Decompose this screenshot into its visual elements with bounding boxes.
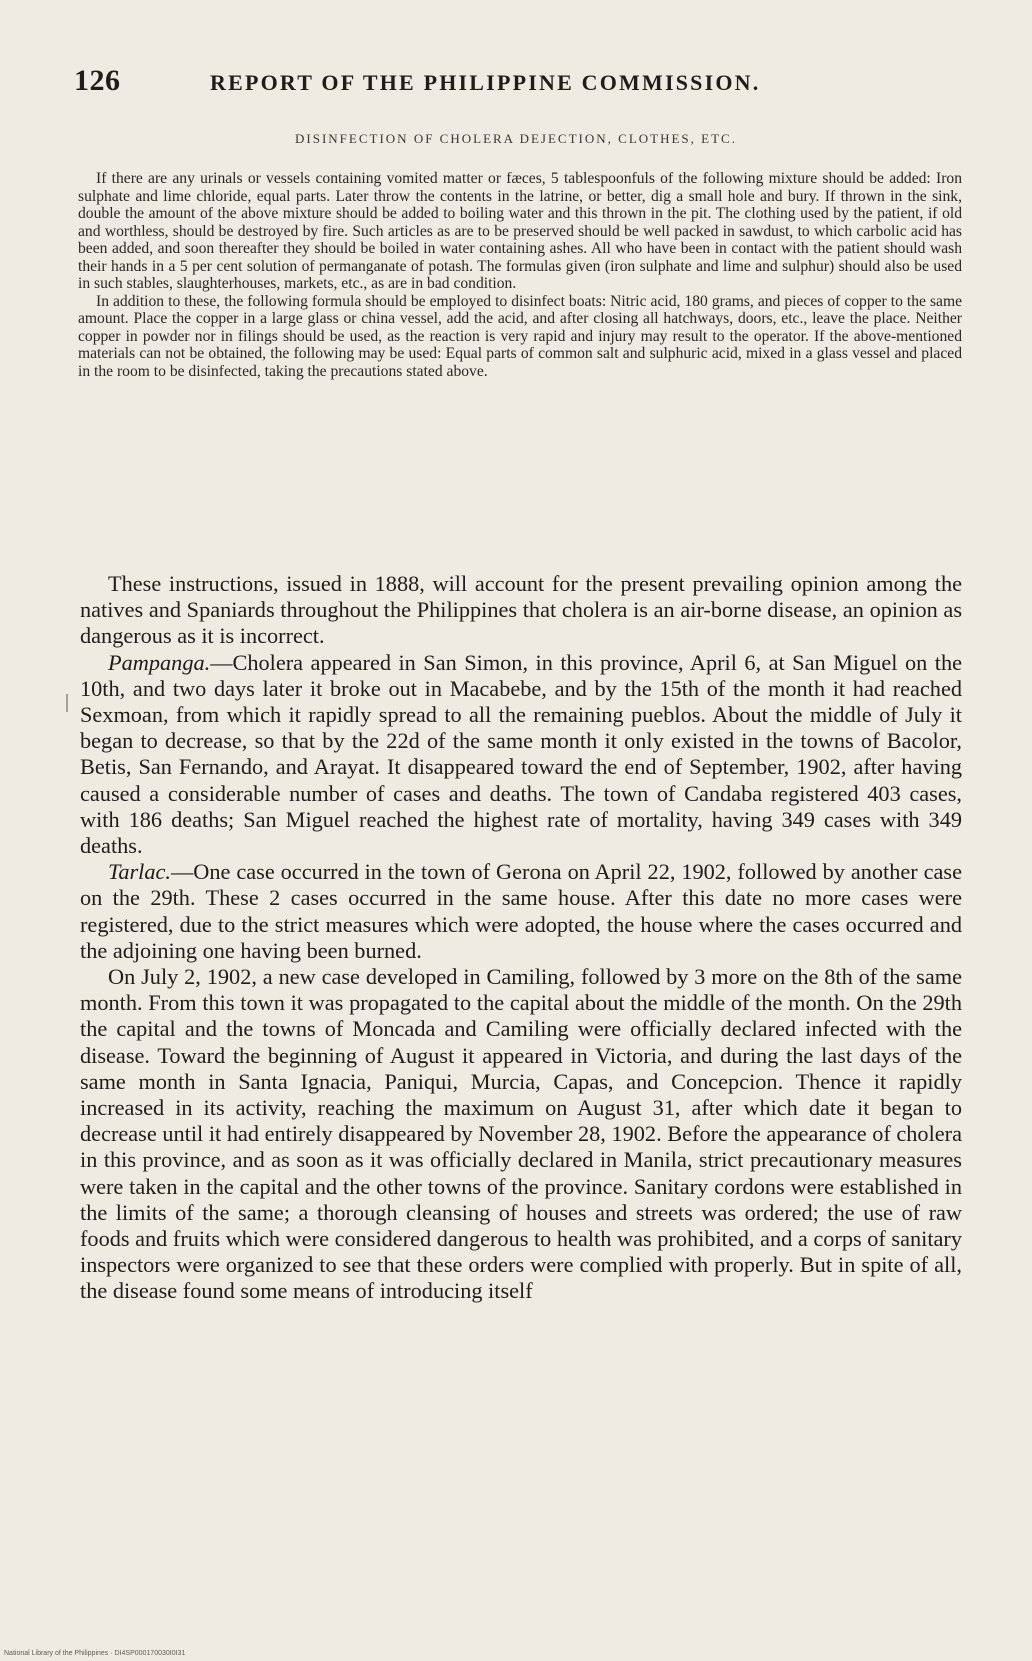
disinfection-instructions [78,170,962,380]
province-heading-tarlac: Tarlac. [108,859,171,885]
paragraph-instructions-opinion: These instructions, issued in 1888, will account for the present prevailing opinion among the natives and Spaniards throughout the Philippines that cholera is an air-borne disease, an opinion as dangerous as it is incorrect. [80,571,962,649]
small-paragraph: If there are any urinals or vessels containing vomited matter or fæces, 5 tablespoonfuls of the following mixture should be added: Iron sulphate and lime chloride, equal parts. Later throw the contents in the latrine, or better, dig a small hole and bury. If thrown in the sink, double the amount of the above mixture should be added to boiling water and this thrown in the pit. The clothing used by the patient, if old and worthless, should be destroyed by fire. Such articles as are to be preserved should be well packed in sawdust, to which carbolic acid has been added, and soon thereafter they should be boiled in water containing ashes. All who have been in contact with the patient should wash their hands in a 5 per cent solution of permanganate of potash. The formulas given (iron sulphate and lime and sulphur) should also be used in such stables, slaughterhouses, markets, etc., as are in bad condition. [78,170,962,292]
scan-footer: National Library of the Philippines · DI4SP000170030I0I31 [4,1650,186,1657]
paragraph-body: —One case occurred in the town of Gerona on April 22, 1902, followed by another case on the 29th. These 2 cases occurred in the same house. After this date no more cases were registered, due to the strict measures which were adopted, the house where the cases occurred and the adjoining one having been burned. [80,859,962,963]
paragraph-body: —Cholera appeared in San Simon, in this province, April 6, at San Miguel on the 10th, and two days later it broke out in Macabebe, and by the 15th of the month it had reached Sexmoan, from which it rapidly spread to all the remaining pueblos. About the middle of July it began to decrease, so that by the 22d of the same month it only existed in the towns of Bacolor, Betis, San Fernando, and Arayat. It disappeared toward the end of September, 1902, after having caused a considerable number of cases and deaths. The town of Candaba registered 403 cases, with 186 deaths; San Miguel reached the highest rate of mortality, having 349 cases with 349 deaths. [80,649,962,859]
page-header [74,64,954,104]
main-text [80,571,962,1305]
margin-mark [66,694,68,712]
running-title: REPORT OF THE PHILIPPINE COMMISSION. [210,70,761,95]
province-heading-pampanga: Pampanga. [108,649,211,675]
small-paragraph: In addition to these, the following formula should be employed to disinfect boats: Nitric acid, 180 grams, and pieces of copper to the same amount. Place the copper in a large glass or china vessel, add the acid, and after closing all hatchways, doors, etc., leave the place. Neither copper in powder nor in filings should be used, as the reaction is very rapid and injury may result to the operator. If the above-mentioned materials can not be obtained, the following may be used: Equal parts of common salt and sulphuric acid, mixed in a glass vessel and placed in the room to be disinfected, taking the precautions stated above. [78,292,962,380]
paragraph-camiling: On July 2, 1902, a new case developed in Camiling, followed by 3 more on the 8th of the same month. From this town it was propagated to the capital about the middle of the month. On the 29th the capital and the towns of Moncada and Camiling were officially declared infected with the disease. Toward the beginning of August it appeared in Victoria, and during the last days of the same month in Santa Ignacia, Paniqui, Murcia, Capas, and Concepcion. Thence it rapidly increased in its activity, reaching the maximum on August 31, after which date it began to decrease until it had entirely disappeared by November 28, 1902. Before the appearance of cholera in this province, and as soon as it was officially declared in Manila, strict precautionary measures were taken in the capital and the other towns of the province. Sanitary cordons were established in the limits of the same; a thorough cleansing of houses and streets was ordered; the use of raw foods and fruits which were considered dangerous to health was prohibited, and a corps of sanitary inspectors were organized to see that these orders were complied with properly. But in spite of all, the disease found some means of introducing itself [80,964,962,1304]
section-title: DISINFECTION OF CHOLERA DEJECTION, CLOTHES, ETC. [295,131,737,146]
paragraph-pampanga [80,650,962,860]
paragraph-tarlac [80,859,962,964]
page-number: 126 [74,64,121,97]
